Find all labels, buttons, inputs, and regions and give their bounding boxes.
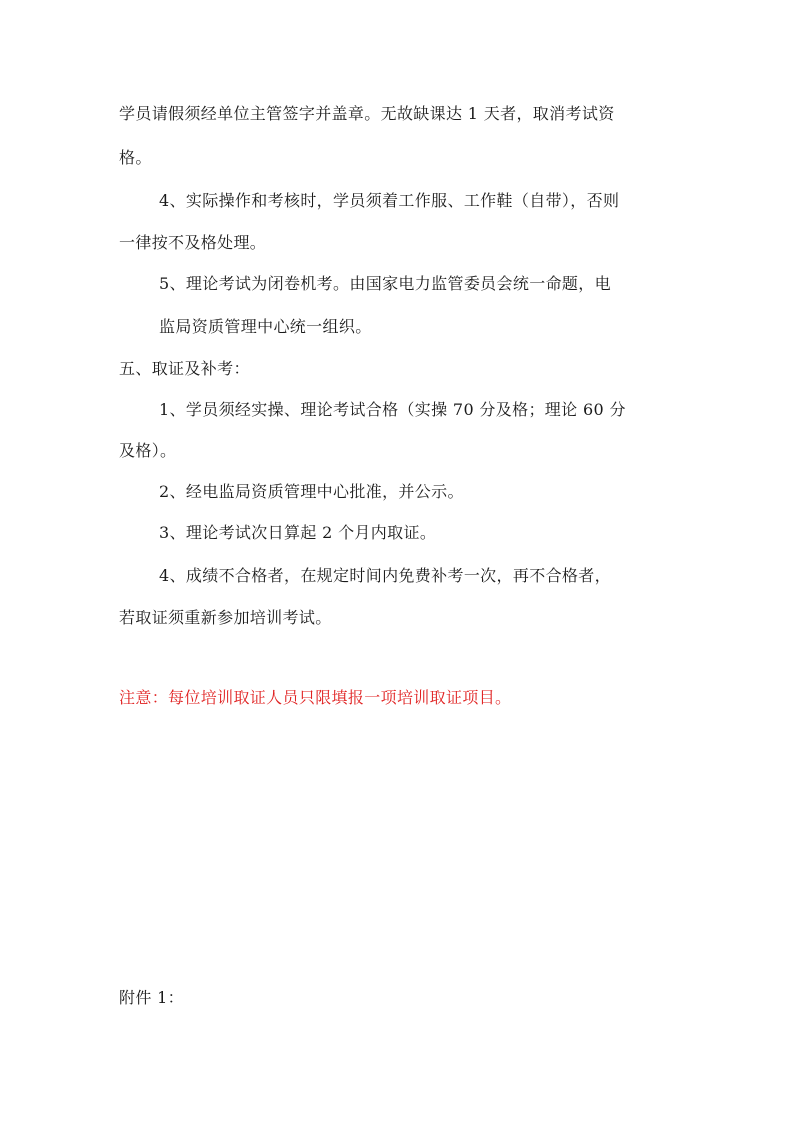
section-heading: 五、取证及补考： (119, 359, 250, 378)
paragraph-line: 5、理论考试为闭卷机考。由国家电力监管委员会统一命题，电 (159, 274, 611, 293)
paragraph-line: 若取证须重新参加培训考试。 (119, 608, 332, 627)
notice-text: 注意：每位培训取证人员只限填报一项培训取证项目。 (119, 688, 512, 707)
attachment-label: 附件 1： (119, 988, 185, 1007)
paragraph-line: 4、成绩不合格者，在规定时间内免费补考一次，再不合格者， (159, 566, 611, 585)
paragraph-line: 1、学员须经实操、理论考试合格（实操 70 分及格；理论 60 分 (159, 400, 626, 419)
paragraph-line: 学员请假须经单位主管签字并盖章。无故缺课达 1 天者，取消考试资 (119, 104, 615, 123)
paragraph-line: 监局资质管理中心统一组织。 (159, 317, 372, 336)
paragraph-line: 及格）。 (119, 441, 177, 460)
paragraph-line: 4、实际操作和考核时，学员须着工作服、工作鞋（自带），否则 (159, 191, 620, 210)
paragraph-line: 一律按不及格处理。 (119, 233, 267, 252)
paragraph-line: 格。 (119, 148, 152, 167)
paragraph-line: 2、经电监局资质管理中心批准，并公示。 (159, 482, 464, 501)
paragraph-line: 3、理论考试次日算起 2 个月内取证。 (159, 523, 437, 542)
